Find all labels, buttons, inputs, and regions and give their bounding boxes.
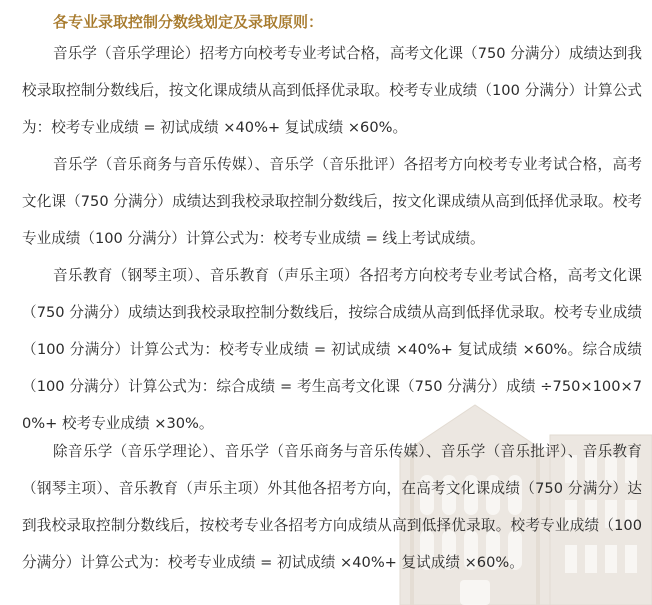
paragraph-musicology-theory: 音乐学（音乐学理论）招考方向校考专业考试合格，高考文化课（750 分满分）成绩达到我校录取控制分数线后，按文化课成绩从高到低择优录取。校考专业成绩（100 分满分）计算公式为：校考专业成绩 = 初试成绩 ×40%+ 复试成绩 ×60%。	[22, 45, 642, 136]
section-heading: 各专业录取控制分数线划定及录取原则：	[53, 13, 324, 31]
paragraph-music-business-criticism: 音乐学（音乐商务与音乐传媒）、音乐学（音乐批评）各招考方向校考专业考试合格，高考文化课（750 分满分）成绩达到我校录取控制分数线后，按文化课成绩从高到低择优录取。校考专业成绩（100 分满分）计算公式为：校考专业成绩 = 线上考试成绩。	[22, 156, 642, 247]
paragraph-other-directions: 除音乐学（音乐学理论）、音乐学（音乐商务与音乐传媒）、音乐学（音乐批评）、音乐教育（钢琴主项）、音乐教育（声乐主项）外其他各招考方向，在高考文化课成绩（750 分满分）达到我校录取控制分数线后，按校考专业各招考方向成绩从高到低择优录取。校考专业成绩（100 分满分）计算公式为：校考专业成绩 = 初试成绩 ×40%+ 复试成绩 ×60%。	[22, 443, 642, 571]
paragraph-music-education: 音乐教育（钢琴主项）、音乐教育（声乐主项）各招考方向校考专业考试合格，高考文化课（750 分满分）成绩达到我校录取控制分数线后，按综合成绩从高到低择优录取。校考专业成绩（100 分满分）计算公式为：校考专业成绩 = 初试成绩 ×40%+ 复试成绩 ×60%。综合成绩（100 分满分）计算公式为：综合成绩 = 考生高考文化课（750 分满分）成绩 ÷750×100×70%+ 校考专业成绩 ×30%。	[22, 267, 642, 432]
